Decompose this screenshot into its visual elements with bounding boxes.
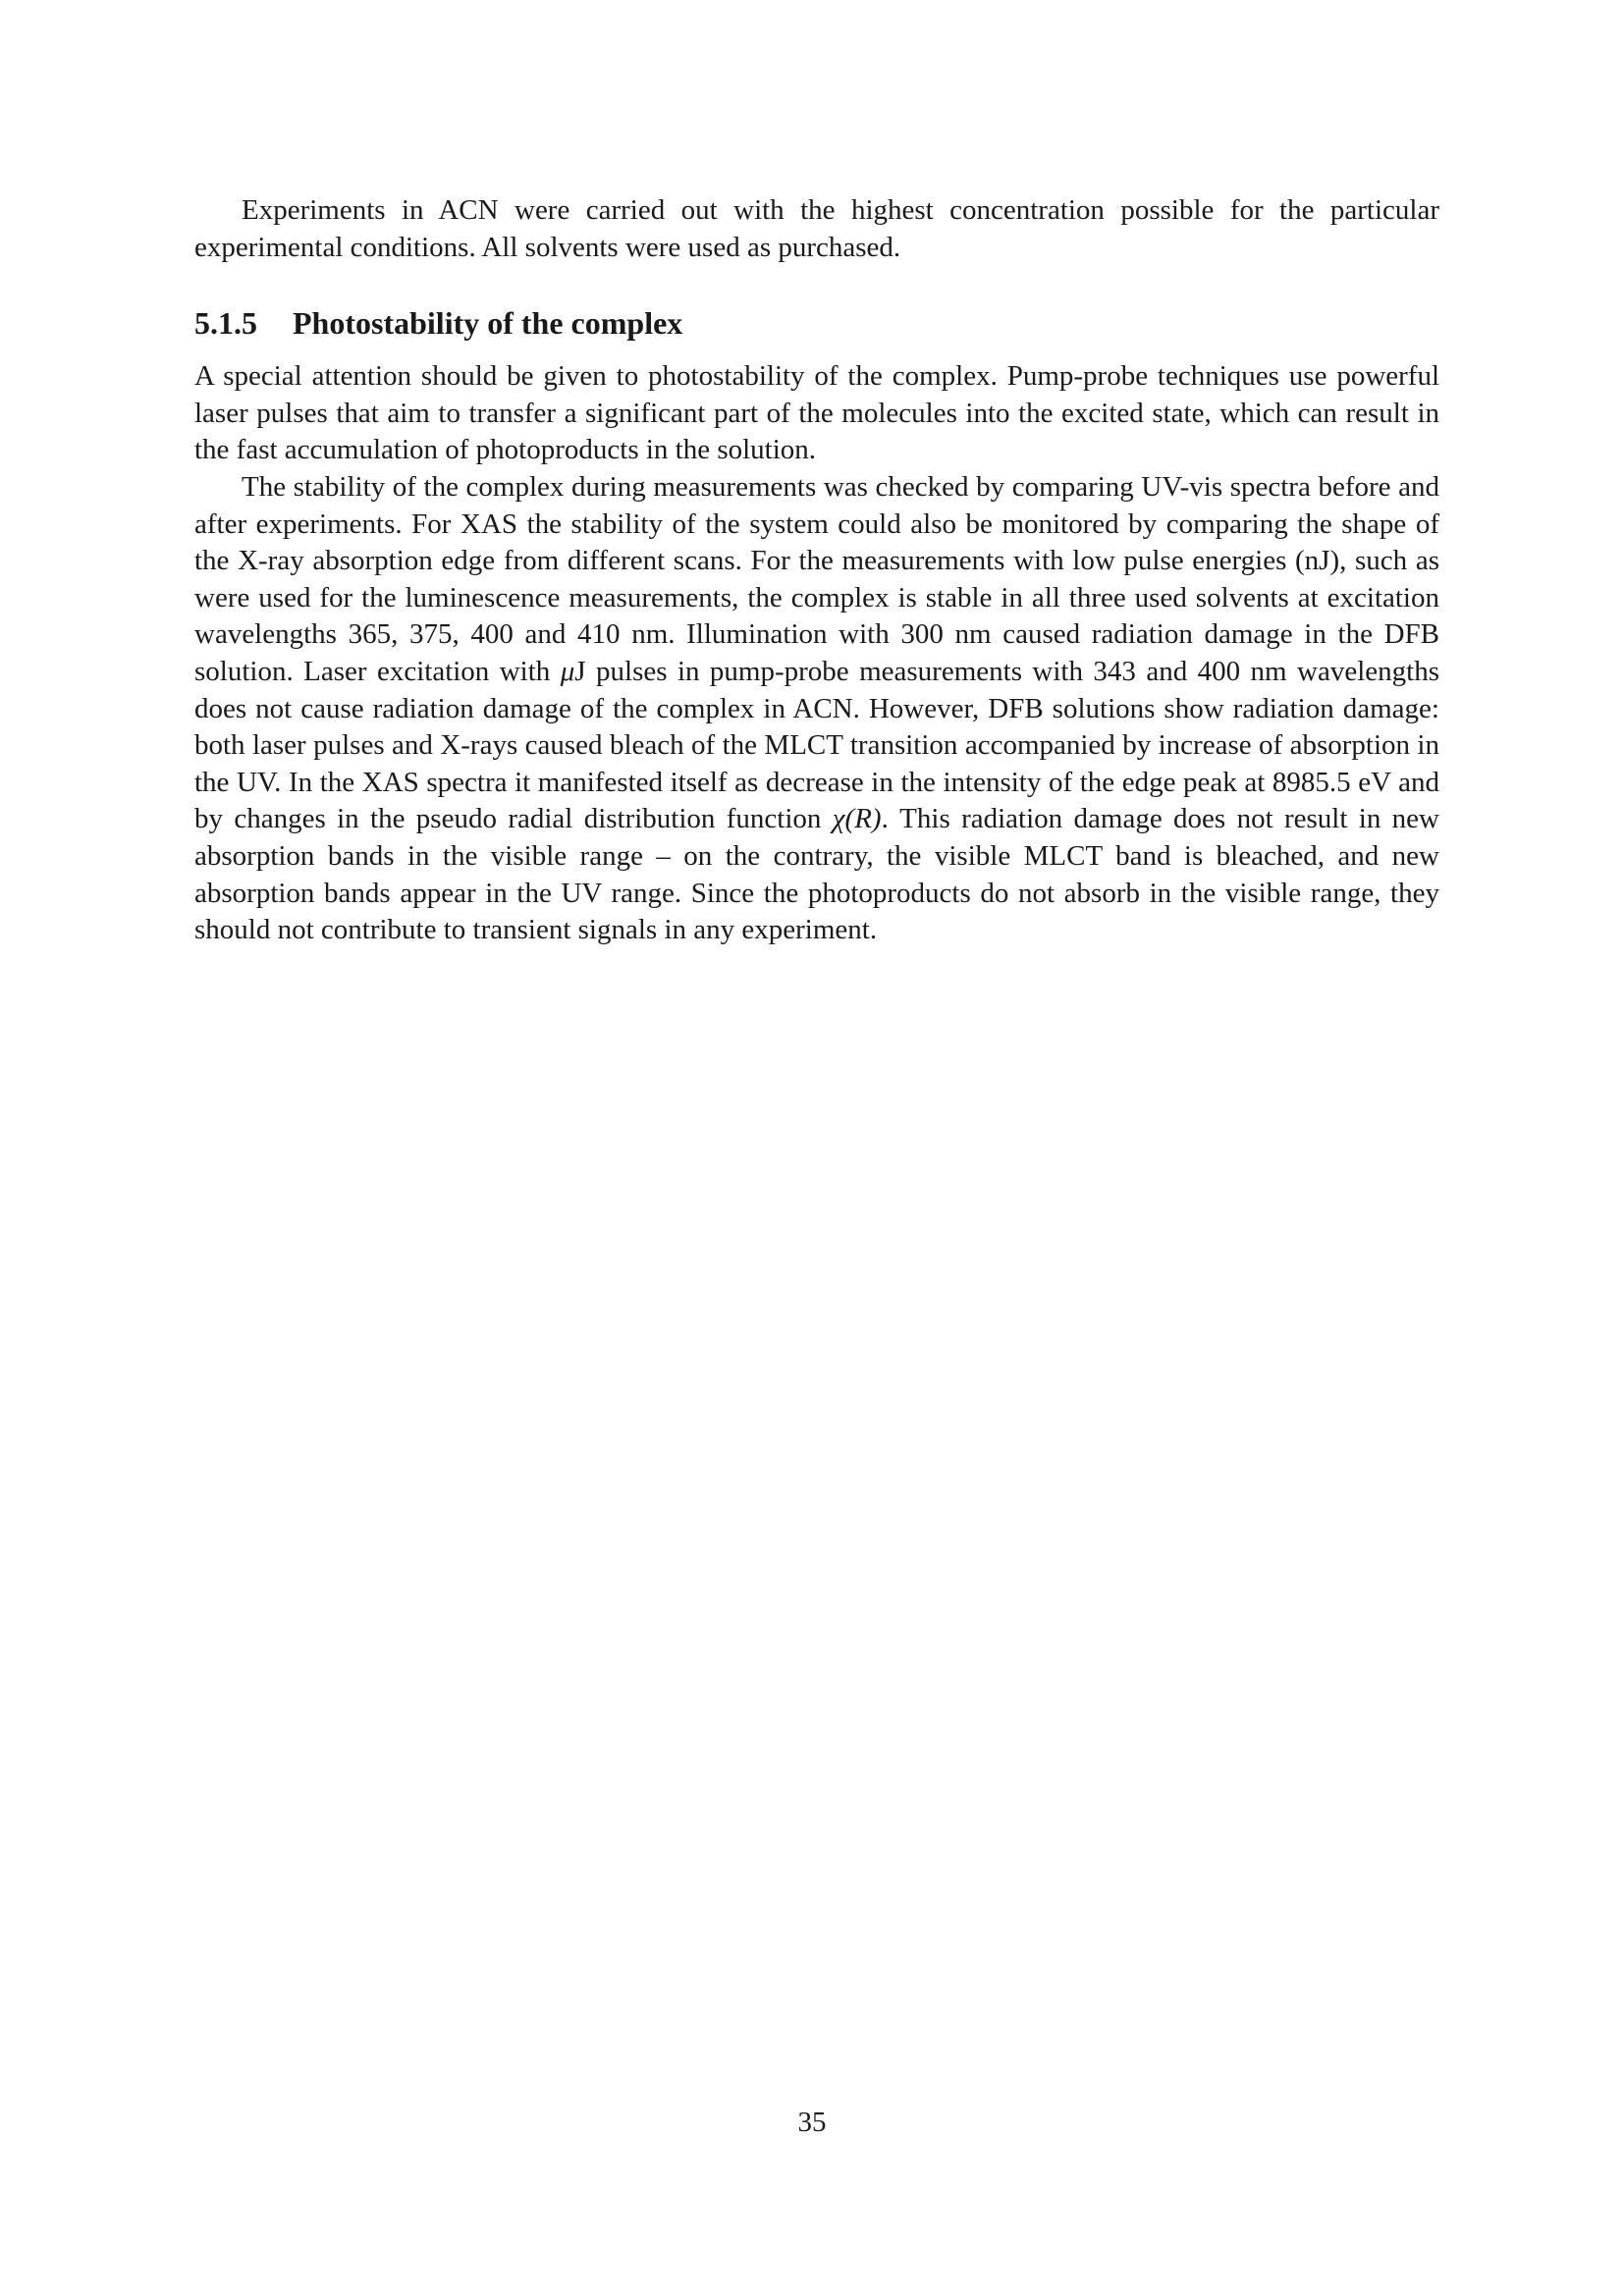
section-number: 5.1.5	[194, 305, 257, 342]
paragraph-experiments-acn: Experiments in ACN were carried out with the highest concentration possible for the particular experimental conditions. All solvents were used as purchased.	[194, 194, 1439, 263]
page-number: 35	[797, 2107, 827, 2138]
section-title: Photostability of the complex	[293, 305, 683, 342]
paragraph-stability-text-c: . This radiation damage does not result in new absorption bands in the visible range – on the contrary, the visible MLCT band is bleached, and new absorption bands appear in the UV range. Since the photoproducts do not absorb in the visible range, they should not contribute to transient signals in any experiment.	[194, 803, 1439, 946]
paragraph-stability-text-a: The stability of the complex during measurements was checked by comparing UV-vis spectra before and after experiments. For XAS the stability of the system could also be monitored by comparing the shape of the X-ray absorption edge from different scans. For the measurements with low pulse energies (nJ), such as were used for the luminescence measurements, the complex is stable in all three used solvents at excitation wavelengths 365, 375, 400 and 410 nm. Illumination with 300 nm caused radiation damage in the DFB solution. Laser excitation with	[194, 470, 1439, 687]
paragraph-stability-text-b: J pulses in pump-probe measurements with 343 and 400 nm wavelengths does not cause radiation damage of the complex in ACN. However, DFB solutions show radiation damage: both laser pulses and X-rays caused bleach of the MLCT transition accompanied by increase of absorption in the UV. In the XAS spectra it manifested itself as decrease in the intensity of the edge peak at 8985.5 eV and by changes in the pseudo radial distribution function	[194, 655, 1439, 835]
paragraph-stability-check	[194, 469, 1439, 949]
page-body	[194, 192, 1439, 949]
chi-r-function: χ(R)	[832, 803, 882, 835]
mu-symbol: μ	[560, 655, 575, 687]
paragraph-photostability-intro: A special attention should be given to photostability of the complex. Pump-probe techniques use powerful laser pulses that aim to transfer a significant part of the molecules into the excited state, which can result in the fast accumulation of photoproducts in the solution.	[194, 360, 1439, 466]
section-heading	[194, 303, 1439, 343]
